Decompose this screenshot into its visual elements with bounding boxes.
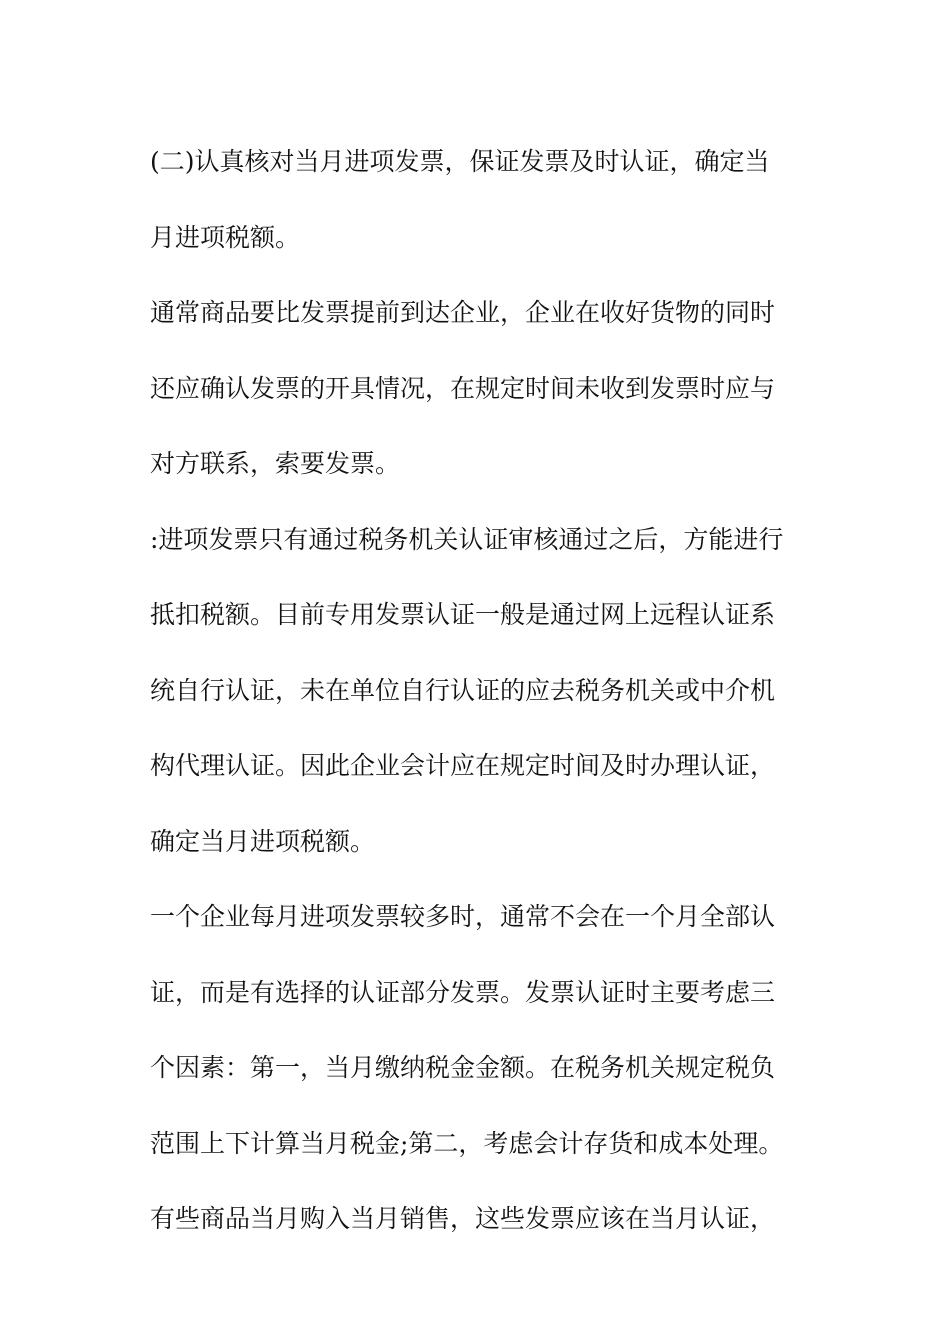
text-line: 月进项税额。	[150, 222, 301, 252]
body-text	[150, 124, 810, 1257]
text-line: 个因素：第一，当月缴纳税金金额。在税务机关规定税负	[150, 1053, 776, 1082]
text-line: 还应确认发票的开具情况，在规定时间未收到发票时应与	[150, 373, 776, 403]
text-line: 抵扣税额。目前专用发票认证一般是通过网上远程认证系	[150, 600, 776, 629]
text-line: 确定当月进项税额。	[150, 826, 376, 856]
text-line: 通常商品要比发票提前到达企业，企业在收好货物的同时	[150, 298, 776, 327]
text-line: 对方联系，索要发票。	[150, 449, 401, 478]
text-line: 统自行认证，未在单位自行认证的应去税务机关或中介机	[150, 675, 776, 705]
text-line: 构代理认证。因此企业会计应在规定时间及时办理认证，	[150, 751, 776, 780]
text-line: :进项发票只有通过税务机关认证审核通过之后，方能进行	[150, 524, 784, 554]
text-line: 证，而是有选择的认证部分发票。发票认证时主要考虑三	[150, 977, 776, 1007]
text-line: 范围上下计算当月税金;第二，考虑会计存货和成本处理。	[150, 1128, 784, 1158]
text-line: (二)认真核对当月进项发票，保证发票及时认证，确定当	[150, 147, 770, 176]
text-line: 一个企业每月进项发票较多时，通常不会在一个月全部认	[150, 902, 776, 931]
text-line: 有些商品当月购入当月销售，这些发票应该在当月认证，	[150, 1204, 776, 1233]
